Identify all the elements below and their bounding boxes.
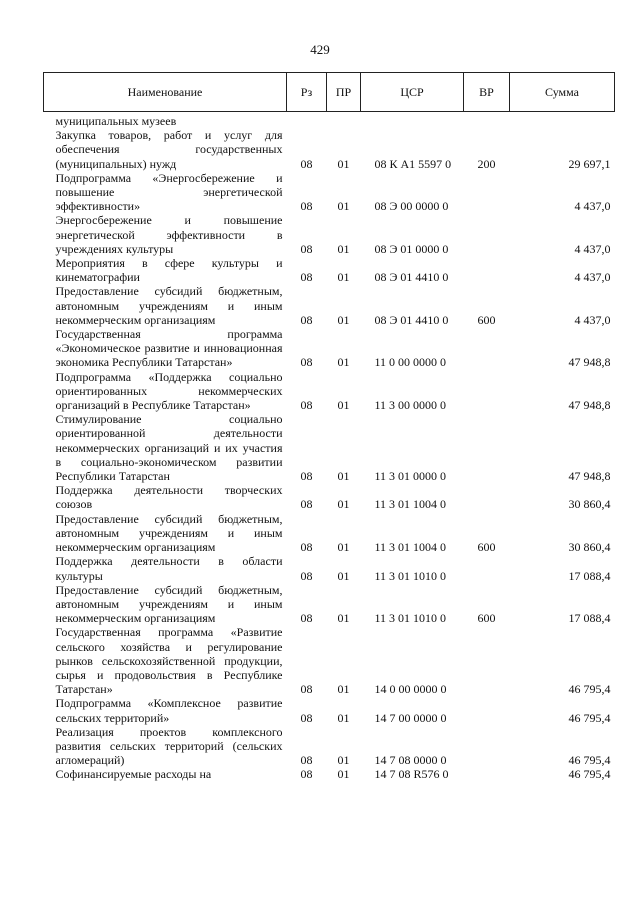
table-row: [44, 327, 615, 370]
cell-sum: 29 697,1: [568, 156, 611, 171]
cell-name: Поддержка деятельности творческих союзов: [55, 483, 283, 512]
cell-vr: [464, 370, 510, 413]
cell-csr: 08 К А1 5597 0: [374, 156, 452, 171]
cell-sum: 46 795,4: [568, 710, 611, 725]
cell-csr: [361, 112, 464, 129]
header-name: Наименование: [44, 73, 287, 112]
table-row: [44, 554, 615, 582]
table-row: [44, 696, 615, 724]
cell-rz: 08: [300, 497, 313, 512]
header-csr: ЦСР: [361, 73, 464, 112]
table-row: [44, 412, 615, 483]
cell-name: Подпрограмма «Комплексное развитие сельских территорий»: [55, 696, 283, 725]
cell-csr: 11 3 00 0000 0: [374, 398, 447, 413]
cell-pr: 01: [337, 710, 350, 725]
cell-sum: 17 088,4: [568, 568, 611, 583]
cell-pr: 01: [337, 398, 350, 413]
cell-csr: 11 3 01 1010 0: [374, 568, 447, 583]
cell-vr: [464, 327, 510, 370]
cell-csr: 11 3 01 1004 0: [374, 540, 447, 555]
budget-table: [43, 72, 615, 782]
cell-sum: 30 860,4: [568, 540, 611, 555]
cell-csr: 08 Э 00 0000 0: [374, 199, 449, 214]
cell-rz: 08: [300, 767, 313, 782]
cell-name: Софинансируемые расходы на: [55, 767, 212, 782]
table-body: [44, 112, 615, 782]
cell-pr: 01: [337, 568, 350, 583]
header-vr: ВР: [464, 73, 510, 112]
cell-rz: 08: [300, 241, 313, 256]
cell-name: Поддержка деятельности в области культуры: [55, 554, 283, 583]
cell-vr: [464, 256, 510, 284]
cell-sum: 47 948,8: [568, 469, 611, 484]
cell-sum: 46 795,4: [568, 753, 611, 768]
table-row: [44, 284, 615, 327]
cell-sum: 46 795,4: [568, 767, 611, 782]
cell-pr: [327, 112, 361, 129]
cell-name: муниципальных музеев: [55, 114, 177, 128]
cell-name: Предоставление субсидий бюджетным, автономным учреждениям и иным некоммерческим организациям: [55, 511, 283, 555]
cell-sum: 4 437,0: [574, 199, 611, 214]
cell-rz: 08: [300, 469, 313, 484]
cell-csr: 14 7 08 0000 0: [374, 753, 447, 768]
cell-name: Предоставление субсидий бюджетным, автономным учреждениям и иным некоммерческим организациям: [55, 582, 283, 626]
cell-rz: 08: [300, 312, 313, 327]
cell-rz: 08: [300, 682, 313, 697]
cell-sum: 17 088,4: [568, 611, 611, 626]
cell-pr: 01: [337, 540, 350, 555]
cell-sum: 4 437,0: [574, 270, 611, 285]
table-row: [44, 112, 615, 129]
cell-rz: 08: [300, 710, 313, 725]
cell-rz: 08: [300, 540, 313, 555]
cell-name: Стимулирование социально ориентированной деятельности некоммерческих организаций и их участия в социально-экономическом развитии Республики Татарстан: [55, 412, 283, 484]
table-row: [44, 767, 615, 781]
table-row: [44, 256, 615, 284]
cell-csr: 11 0 00 0000 0: [374, 355, 447, 370]
cell-vr: [464, 412, 510, 483]
cell-sum: 4 437,0: [574, 241, 611, 256]
cell-pr: 01: [337, 270, 350, 285]
cell-name: Государственная программа «Развитие сельского хозяйства и регулирование рынков сельскохозяйственной продукции, сырья и продовольствия в Республике Татарстан»: [55, 625, 283, 697]
cell-csr: 14 7 00 0000 0: [374, 710, 447, 725]
cell-rz: 08: [300, 355, 313, 370]
cell-name: Государственная программа «Экономическое развитие и инновационная экономика Республики Татарстан»: [55, 327, 283, 370]
cell-pr: 01: [337, 312, 350, 327]
cell-vr: [464, 171, 510, 214]
cell-csr: 14 7 08 R576 0: [374, 767, 449, 782]
cell-sum: 47 948,8: [568, 355, 611, 370]
cell-pr: 01: [337, 355, 350, 370]
cell-pr: 01: [337, 611, 350, 626]
table-row: [44, 128, 615, 171]
cell-rz: 08: [300, 270, 313, 285]
page-number: 429: [310, 42, 330, 57]
cell-rz: 08: [300, 611, 313, 626]
cell-rz: 08: [300, 568, 313, 583]
table-header: [44, 73, 615, 112]
cell-sum: [510, 112, 615, 129]
cell-name: Реализация проектов комплексного развития сельских территорий (сельских агломераций): [55, 724, 283, 768]
cell-name: Энергосбережение и повышение энергетической эффективности в учреждениях культуры: [55, 213, 283, 256]
cell-csr: 11 3 01 1004 0: [374, 497, 447, 512]
cell-vr: 600: [477, 540, 496, 555]
cell-csr: 14 0 00 0000 0: [374, 682, 447, 697]
cell-name: Подпрограмма «Энергосбережение и повышение энергетической эффективности»: [55, 170, 283, 214]
cell-pr: 01: [337, 753, 350, 768]
cell-vr: [464, 213, 510, 256]
cell-sum: 4 437,0: [574, 312, 611, 327]
table-row: [44, 370, 615, 413]
cell-pr: 01: [337, 497, 350, 512]
cell-pr: 01: [337, 469, 350, 484]
cell-pr: 01: [337, 682, 350, 697]
cell-rz: 08: [300, 199, 313, 214]
cell-vr: 600: [477, 312, 496, 327]
table-row: [44, 483, 615, 511]
cell-csr: 11 3 01 1010 0: [374, 611, 447, 626]
cell-sum: 47 948,8: [568, 398, 611, 413]
cell-vr: [464, 483, 510, 511]
table-row: [44, 625, 615, 696]
table-row: [44, 725, 615, 768]
cell-vr: 600: [477, 611, 496, 626]
cell-csr: 08 Э 01 4410 0: [374, 312, 449, 327]
cell-pr: 01: [337, 767, 350, 782]
cell-rz: [287, 112, 327, 129]
cell-vr: 200: [477, 156, 496, 171]
cell-name: Закупка товаров, работ и услуг для обеспечения государственных (муниципальных) нужд: [55, 128, 283, 171]
cell-rz: 08: [300, 753, 313, 768]
header-rz: Рз: [287, 73, 327, 112]
cell-csr: 08 Э 01 0000 0: [374, 241, 449, 256]
cell-vr: [464, 696, 510, 724]
cell-vr: [464, 725, 510, 768]
cell-csr: 08 Э 01 4410 0: [374, 270, 449, 285]
table-row: [44, 171, 615, 214]
cell-vr: [464, 767, 510, 781]
cell-pr: 01: [337, 156, 350, 171]
table-row: [44, 213, 615, 256]
cell-name: Мероприятия в сфере культуры и кинематографии: [55, 256, 283, 285]
header-pr: ПР: [327, 73, 361, 112]
cell-csr: 11 3 01 0000 0: [374, 469, 447, 484]
table-row: [44, 583, 615, 626]
table-row: [44, 512, 615, 555]
cell-vr: [464, 625, 510, 696]
cell-pr: 01: [337, 199, 350, 214]
cell-vr: [464, 112, 510, 129]
cell-pr: 01: [337, 241, 350, 256]
cell-rz: 08: [300, 156, 313, 171]
cell-sum: 46 795,4: [568, 682, 611, 697]
cell-vr: [464, 554, 510, 582]
cell-sum: 30 860,4: [568, 497, 611, 512]
cell-name: Предоставление субсидий бюджетным, автономным учреждениям и иным некоммерческим организациям: [55, 284, 283, 327]
header-sum: Сумма: [510, 73, 615, 112]
cell-rz: 08: [300, 398, 313, 413]
cell-name: Подпрограмма «Поддержка социально ориентированных некоммерческих организаций в Республике Татарстан»: [55, 369, 283, 413]
